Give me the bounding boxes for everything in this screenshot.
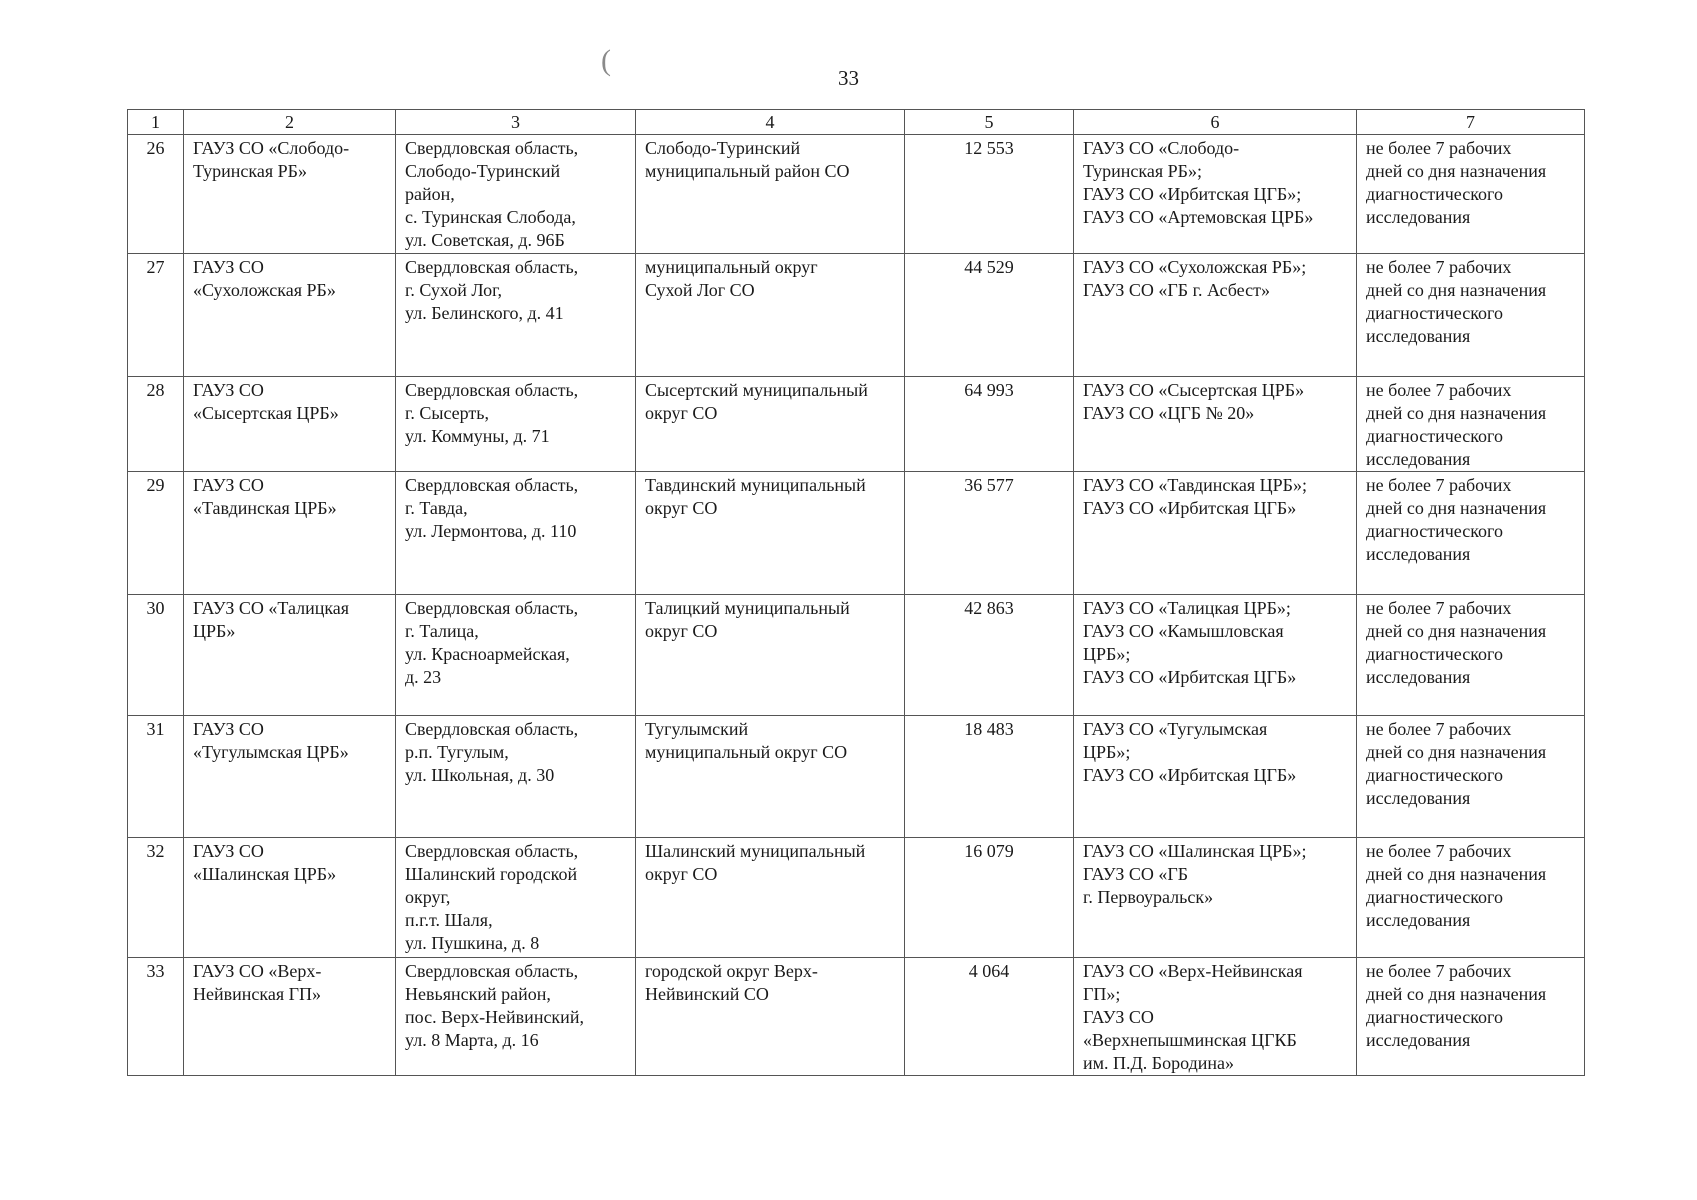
address-cell: Свердловская область, г. Талица, ул. Красноармейская, д. 23 bbox=[396, 595, 636, 716]
table-row bbox=[128, 958, 1585, 1076]
population-cell: 4 064 bbox=[905, 958, 1074, 1076]
column-header: 7 bbox=[1357, 110, 1585, 135]
row-number: 32 bbox=[128, 838, 184, 958]
population-cell: 44 529 bbox=[905, 254, 1074, 377]
term-cell: не более 7 рабочих дней со дня назначения диагностического исследования bbox=[1357, 958, 1585, 1076]
territory-cell: городской округ Верх- Нейвинский СО bbox=[636, 958, 905, 1076]
row-number: 29 bbox=[128, 472, 184, 595]
institutions-cell: ГАУЗ СО «Тавдинская ЦРБ»; ГАУЗ СО «Ирбитская ЦГБ» bbox=[1074, 472, 1357, 595]
territory-cell: муниципальный округ Сухой Лог СО bbox=[636, 254, 905, 377]
column-header: 6 bbox=[1074, 110, 1357, 135]
page-number: 33 bbox=[838, 66, 859, 90]
territory-cell: Тугулымский муниципальный округ СО bbox=[636, 716, 905, 838]
organization-cell: ГАУЗ СО «Шалинская ЦРБ» bbox=[184, 838, 396, 958]
address-cell: Свердловская область, г. Сысерть, ул. Коммуны, д. 71 bbox=[396, 377, 636, 472]
row-number: 28 bbox=[128, 377, 184, 472]
column-header: 3 bbox=[396, 110, 636, 135]
table-header-row bbox=[128, 110, 1585, 135]
population-cell: 42 863 bbox=[905, 595, 1074, 716]
institutions-cell: ГАУЗ СО «Сухоложская РБ»; ГАУЗ СО «ГБ г. Асбест» bbox=[1074, 254, 1357, 377]
institutions-cell: ГАУЗ СО «Верх-Нейвинская ГП»; ГАУЗ СО «Верхнепышминская ЦГКБ им. П.Д. Бородина» bbox=[1074, 958, 1357, 1076]
table-row bbox=[128, 838, 1585, 958]
column-header: 1 bbox=[128, 110, 184, 135]
population-cell: 36 577 bbox=[905, 472, 1074, 595]
organization-cell: ГАУЗ СО «Сысертская ЦРБ» bbox=[184, 377, 396, 472]
term-cell: не более 7 рабочих дней со дня назначения диагностического исследования bbox=[1357, 254, 1585, 377]
organization-cell: ГАУЗ СО «Сухоложская РБ» bbox=[184, 254, 396, 377]
territory-cell: Слободо-Туринский муниципальный район СО bbox=[636, 135, 905, 254]
territory-cell: Шалинский муниципальный округ СО bbox=[636, 838, 905, 958]
term-cell: не более 7 рабочих дней со дня назначения диагностического исследования bbox=[1357, 472, 1585, 595]
organization-cell: ГАУЗ СО «Слободо- Туринская РБ» bbox=[184, 135, 396, 254]
row-number: 31 bbox=[128, 716, 184, 838]
term-cell: не более 7 рабочих дней со дня назначения диагностического исследования bbox=[1357, 716, 1585, 838]
address-cell: Свердловская область, г. Тавда, ул. Лермонтова, д. 110 bbox=[396, 472, 636, 595]
row-number: 27 bbox=[128, 254, 184, 377]
row-number: 26 bbox=[128, 135, 184, 254]
table-row bbox=[128, 135, 1585, 254]
term-cell: не более 7 рабочих дней со дня назначения диагностического исследования bbox=[1357, 595, 1585, 716]
term-cell: не более 7 рабочих дней со дня назначения диагностического исследования bbox=[1357, 135, 1585, 254]
column-header: 2 bbox=[184, 110, 396, 135]
territory-cell: Тавдинский муниципальный округ СО bbox=[636, 472, 905, 595]
organization-cell: ГАУЗ СО «Тугулымская ЦРБ» bbox=[184, 716, 396, 838]
institutions-cell: ГАУЗ СО «Талицкая ЦРБ»; ГАУЗ СО «Камышловская ЦРБ»; ГАУЗ СО «Ирбитская ЦГБ» bbox=[1074, 595, 1357, 716]
population-cell: 12 553 bbox=[905, 135, 1074, 254]
organization-cell: ГАУЗ СО «Тавдинская ЦРБ» bbox=[184, 472, 396, 595]
table-row bbox=[128, 377, 1585, 472]
institutions-cell: ГАУЗ СО «Шалинская ЦРБ»; ГАУЗ СО «ГБ г. Первоуральск» bbox=[1074, 838, 1357, 958]
address-cell: Свердловская область, р.п. Тугулым, ул. Школьная, д. 30 bbox=[396, 716, 636, 838]
address-cell: Свердловская область, Шалинский городской округ, п.г.т. Шаля, ул. Пушкина, д. 8 bbox=[396, 838, 636, 958]
institutions-cell: ГАУЗ СО «Слободо- Туринская РБ»; ГАУЗ СО «Ирбитская ЦГБ»; ГАУЗ СО «Артемовская ЦРБ» bbox=[1074, 135, 1357, 254]
column-header: 4 bbox=[636, 110, 905, 135]
address-cell: Свердловская область, Слободо-Туринский район, с. Туринская Слобода, ул. Советская, д. 96Б bbox=[396, 135, 636, 254]
term-cell: не более 7 рабочих дней со дня назначения диагностического исследования bbox=[1357, 838, 1585, 958]
organization-cell: ГАУЗ СО «Верх- Нейвинская ГП» bbox=[184, 958, 396, 1076]
population-cell: 18 483 bbox=[905, 716, 1074, 838]
row-number: 33 bbox=[128, 958, 184, 1076]
address-cell: Свердловская область, Невьянский район, пос. Верх-Нейвинский, ул. 8 Марта, д. 16 bbox=[396, 958, 636, 1076]
data-table bbox=[127, 109, 1585, 1076]
table-row bbox=[128, 254, 1585, 377]
population-cell: 64 993 bbox=[905, 377, 1074, 472]
population-cell: 16 079 bbox=[905, 838, 1074, 958]
table-row bbox=[128, 472, 1585, 595]
page-bracket-mark: ( bbox=[601, 44, 611, 77]
institutions-cell: ГАУЗ СО «Тугулымская ЦРБ»; ГАУЗ СО «Ирбитская ЦГБ» bbox=[1074, 716, 1357, 838]
institutions-cell: ГАУЗ СО «Сысертская ЦРБ» ГАУЗ СО «ЦГБ № 20» bbox=[1074, 377, 1357, 472]
territory-cell: Талицкий муниципальный округ СО bbox=[636, 595, 905, 716]
column-header: 5 bbox=[905, 110, 1074, 135]
term-cell: не более 7 рабочих дней со дня назначения диагностического исследования bbox=[1357, 377, 1585, 472]
table-row bbox=[128, 595, 1585, 716]
territory-cell: Сысертский муниципальный округ СО bbox=[636, 377, 905, 472]
row-number: 30 bbox=[128, 595, 184, 716]
table-row bbox=[128, 716, 1585, 838]
address-cell: Свердловская область, г. Сухой Лог, ул. Белинского, д. 41 bbox=[396, 254, 636, 377]
organization-cell: ГАУЗ СО «Талицкая ЦРБ» bbox=[184, 595, 396, 716]
